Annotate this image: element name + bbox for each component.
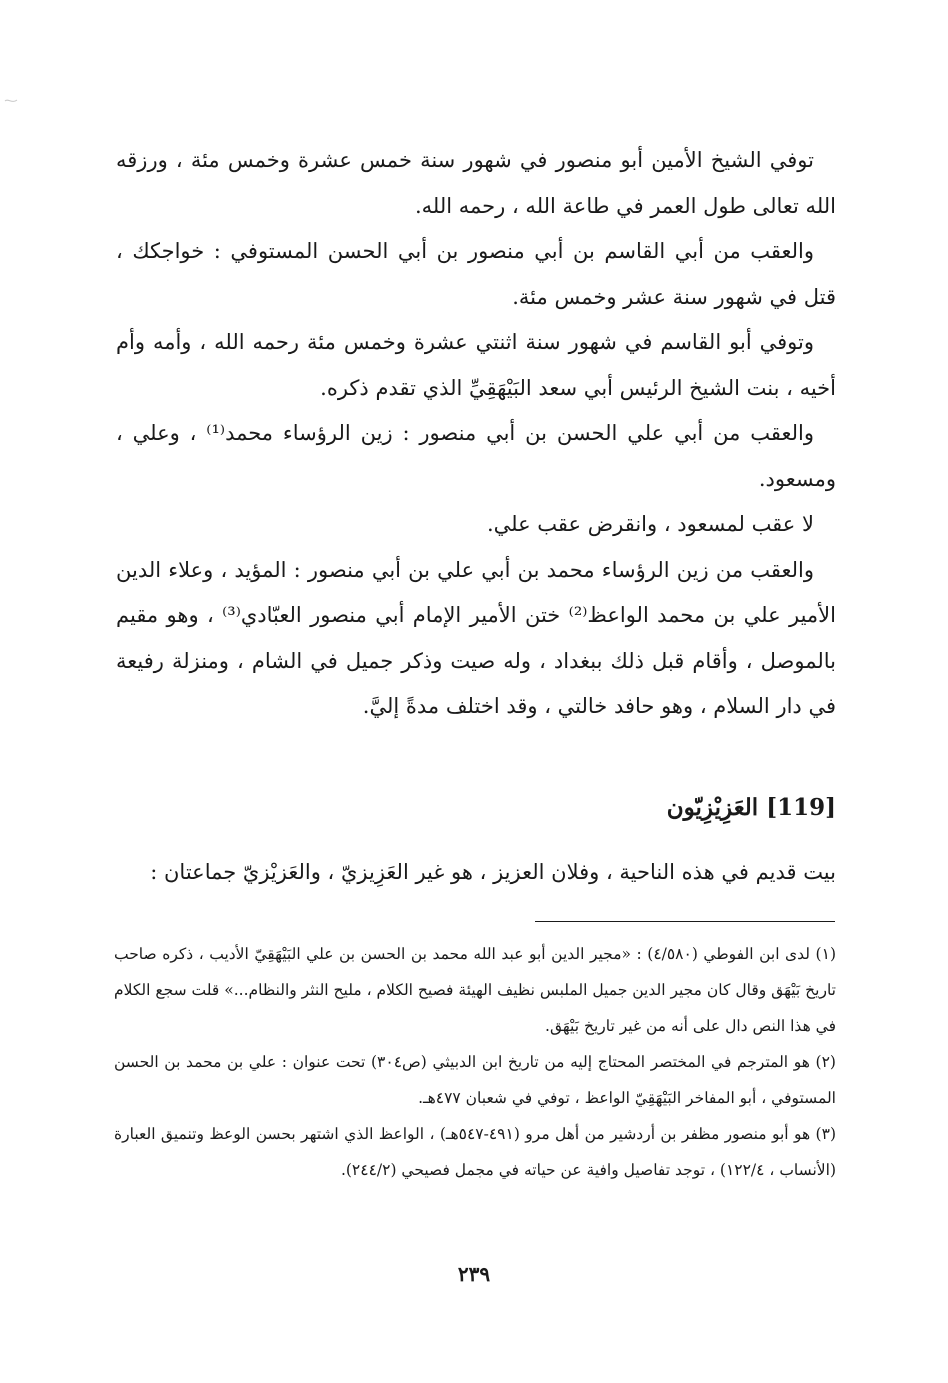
footnote-divider xyxy=(535,921,835,922)
footnote: (٢) هو المترجم في المختصر المحتاج إليه من تاريخ ابن الدبيثي (ص٣٠٤) تحت عنوان : علي بن محمد بن الحسن المستوفي ، أبو المفاخر البَيْهَقِيّ الواعظ ، توفي في شعبان ٤٧٧هـ. xyxy=(114,1053,836,1107)
footnote: (٣) هو أبو منصور مظفر بن أردشير من أهل مرو (٤٩١-٥٤٧هـ) ، الواعظ الذي اشتهر بحسن الوعظ وتنميق العبارة (الأنساب ، ١٢٢/٤) ، توجد تفاصيل وافية عن حياته في مجمل فصيحي (٢٤٤/٢). xyxy=(114,1125,836,1179)
section-intro: بيت قديم في هذه الناحية ، وفلان العزيز ، هو غير العَزِيزيّ ، والعَزيْزيّ جماعتان : xyxy=(150,860,836,884)
scan-artifact-mark xyxy=(4,94,18,108)
footnotes xyxy=(114,936,836,1188)
main-text xyxy=(116,138,836,730)
section-heading: [119] العَزِيْزِيّون xyxy=(666,794,836,821)
page-number: ٢٣٩ xyxy=(457,1262,491,1286)
paragraph: وتوفي أبو القاسم في شهور سنة اثنتي عشرة وخمس مئة رحمه الله ، وأمه وأم أخيه ، بنت الشيخ الرئيس أبي سعد البَيْهَقِيِّ الذي تقدم ذكره. xyxy=(116,330,836,400)
footnote: (١) لدى ابن الفوطي (٤/٥٨٠) : «مجير الدين أبو عبد الله محمد بن الحسن بن علي البَيْهَقِيّ الأديب ، ذكره صاحب تاريخ بَيْهَق وقال كان مجير الدين جميل الملبس نظيف الهيئة فصيح الكلام ، مليح النثر والنظام...» قلت سجع الكلام في هذا النص دال على أنه من غير تاريخ بَيْهَق. xyxy=(114,945,836,1035)
paragraph: والعقب من أبي علي الحسن بن أبي منصور : زين الرؤساء محمد⁽¹⁾ ، وعلي ، ومسعود. xyxy=(116,421,836,491)
paragraph: توفي الشيخ الأمين أبو منصور في شهور سنة خمس عشرة وخمس مئة ، ورزقه الله تعالى طول العمر في طاعة الله ، رحمه الله. xyxy=(116,148,836,218)
paragraph: والعقب من زين الرؤساء محمد بن أبي علي بن أبي منصور : المؤيد ، وعلاء الدين الأمير علي بن محمد الواعظ⁽²⁾ ختن الأمير الإمام أبي منصور العبّادي⁽³⁾ ، وهو مقيم بالموصل ، وأقام قبل ذلك ببغداد ، وله صيت وذكر جميل في الشام ، ومنزلة رفيعة في دار السلام ، وهو حافد خالتي ، وقد اختلف مدةً إليَّ. xyxy=(116,557,836,718)
paragraph: والعقب من أبي القاسم بن أبي منصور بن أبي الحسن المستوفي : خواجكك ، قتل في شهور سنة عشر وخمس مئة. xyxy=(116,239,836,309)
paragraph: لا عقب لمسعود ، وانقرض عقب علي. xyxy=(486,512,814,536)
